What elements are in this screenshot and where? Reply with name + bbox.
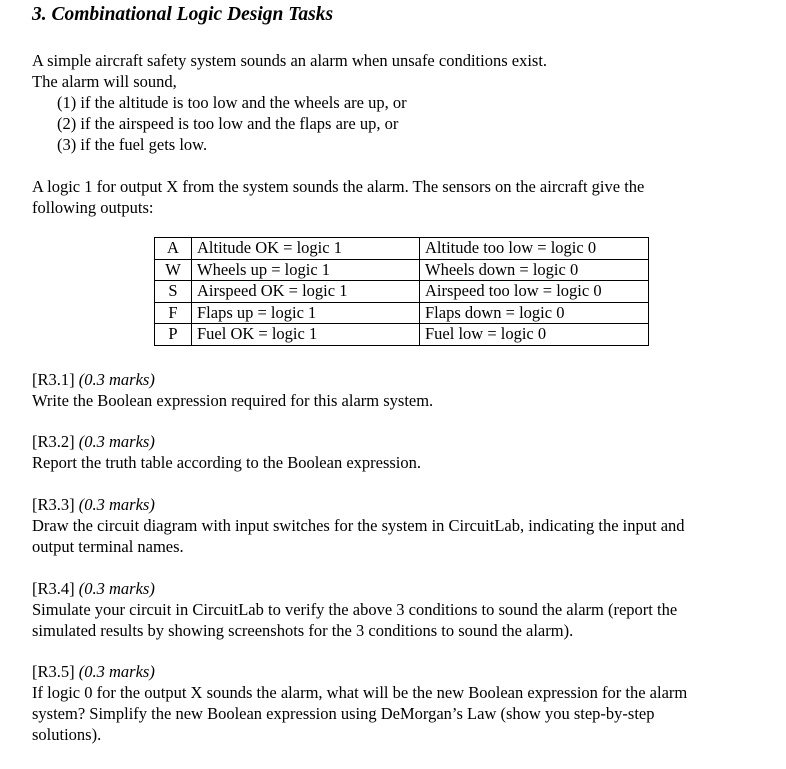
sensor-ok-state: Flaps up = logic 1	[192, 302, 420, 324]
question-marks: (0.3 marks)	[78, 495, 155, 514]
sensor-unsafe-state: Flaps down = logic 0	[420, 302, 649, 324]
intro-line-1: A simple aircraft safety system sounds an alarm when unsafe conditions exist.	[32, 51, 548, 70]
section-title: 3. Combinational Logic Design Tasks	[32, 4, 334, 25]
table-row	[155, 281, 649, 303]
sensor-code: W	[155, 259, 192, 281]
question-r3-2	[32, 431, 772, 473]
sensor-ok-state: Fuel OK = logic 1	[192, 324, 420, 346]
sensor-code: A	[155, 238, 192, 260]
sensor-code: S	[155, 281, 192, 303]
sensor-intro-paragraph	[32, 176, 772, 218]
sensor-intro-line-1: A logic 1 for output X from the system sounds the alarm. The sensors on the aircraft give the	[32, 177, 645, 196]
question-tag: [R3.3]	[32, 495, 75, 514]
sensor-unsafe-state: Fuel low = logic 0	[420, 324, 649, 346]
question-text-line-2: output terminal names.	[32, 537, 184, 556]
question-marks: (0.3 marks)	[78, 370, 155, 389]
sensor-unsafe-state: Wheels down = logic 0	[420, 259, 649, 281]
question-text-line-2: simulated results by showing screenshots for the 3 conditions to sound the alarm).	[32, 621, 574, 640]
sensor-code: F	[155, 302, 192, 324]
question-r3-4	[32, 578, 772, 641]
question-r3-1	[32, 369, 772, 411]
question-tag: [R3.4]	[32, 579, 75, 598]
question-text-line-1: Draw the circuit diagram with input switches for the system in CircuitLab, indicating the input and	[32, 516, 685, 535]
table-row	[155, 238, 649, 260]
question-tag: [R3.2]	[32, 432, 75, 451]
question-text: Report the truth table according to the Boolean expression.	[32, 453, 422, 472]
sensor-table	[154, 237, 649, 346]
table-row	[155, 302, 649, 324]
question-tag: [R3.5]	[32, 662, 75, 681]
question-r3-3	[32, 494, 772, 557]
sensor-intro-line-2: following outputs:	[32, 198, 154, 217]
table-row	[155, 259, 649, 281]
question-tag: [R3.1]	[32, 370, 75, 389]
question-text-line-2: system? Simplify the new Boolean expression using DeMorgan’s Law (show you step-by-step	[32, 704, 655, 723]
question-marks: (0.3 marks)	[78, 662, 155, 681]
intro-paragraph	[32, 50, 772, 155]
question-text-line-1: Simulate your circuit in CircuitLab to verify the above 3 conditions to sound the alarm (report the	[32, 600, 678, 619]
intro-line-2: The alarm will sound,	[32, 72, 177, 91]
sensor-code: P	[155, 324, 192, 346]
table-row	[155, 324, 649, 346]
question-text-line-3: solutions).	[32, 725, 102, 744]
condition-1: (1) if the altitude is too low and the wheels are up, or	[57, 93, 407, 112]
sensor-unsafe-state: Altitude too low = logic 0	[420, 238, 649, 260]
question-r3-5	[32, 661, 772, 745]
sensor-unsafe-state: Airspeed too low = logic 0	[420, 281, 649, 303]
question-text: Write the Boolean expression required for this alarm system.	[32, 391, 434, 410]
question-text-line-1: If logic 0 for the output X sounds the alarm, what will be the new Boolean expression for the alarm	[32, 683, 688, 702]
condition-2: (2) if the airspeed is too low and the flaps are up, or	[57, 114, 399, 133]
sensor-ok-state: Airspeed OK = logic 1	[192, 281, 420, 303]
condition-3: (3) if the fuel gets low.	[57, 135, 208, 154]
question-marks: (0.3 marks)	[78, 432, 155, 451]
question-marks: (0.3 marks)	[78, 579, 155, 598]
sensor-ok-state: Altitude OK = logic 1	[192, 238, 420, 260]
sensor-ok-state: Wheels up = logic 1	[192, 259, 420, 281]
